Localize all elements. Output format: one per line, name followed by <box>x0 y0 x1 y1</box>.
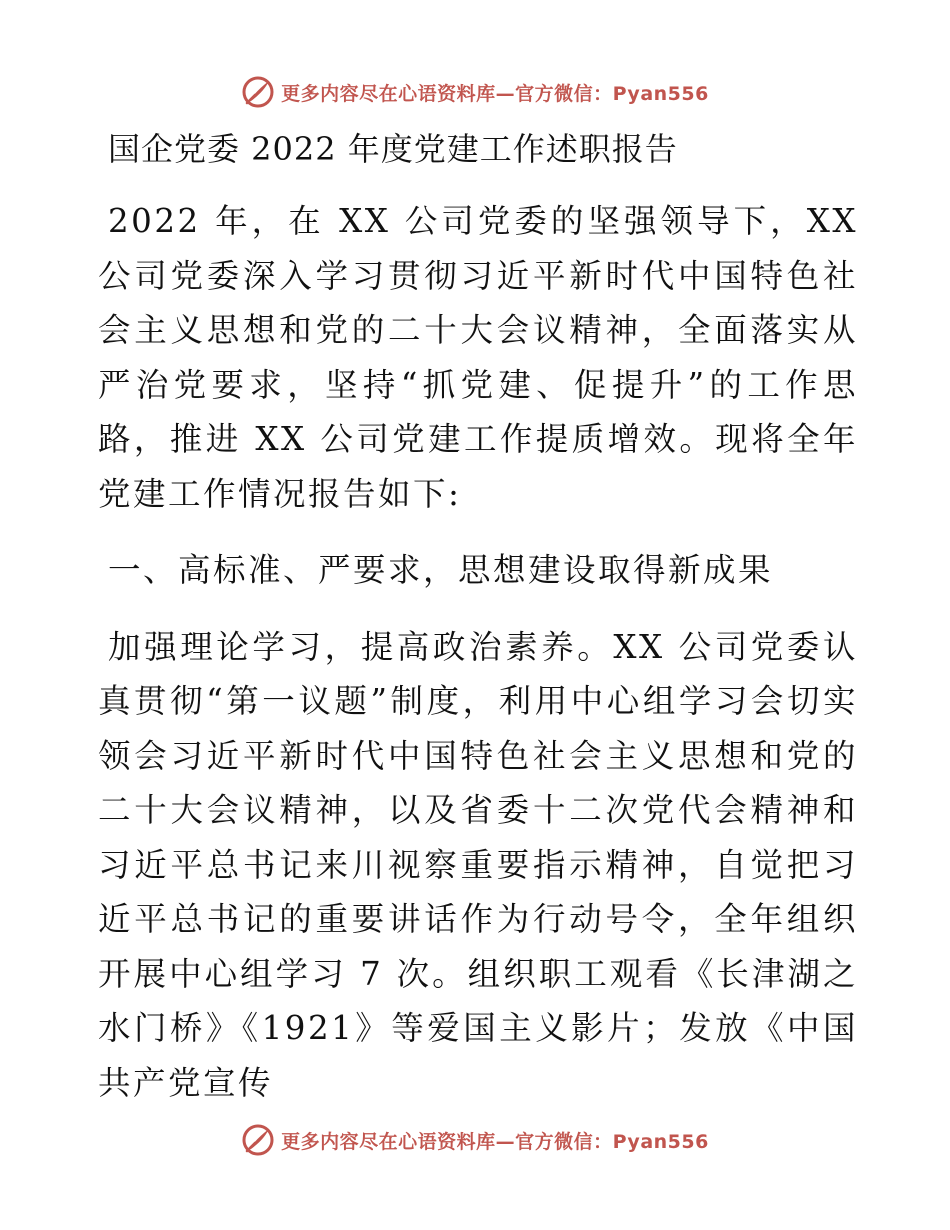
section-heading-1: 一、高标准、严要求，思想建设取得新成果 <box>108 551 774 589</box>
watermark-footer <box>0 1120 950 1160</box>
feather-quill-icon <box>241 1123 275 1157</box>
watermark-header <box>0 72 950 112</box>
section-1-paragraph: 加强理论学习，提高政治素养。XX 公司党委认真贯彻“第一议题”制度，利用中心组学习会切实领会习近平新时代中国特色社会主义思想和党的二十大会议精神，以及省委十二次党代会精神和习近平总书记来川视察重要指示精神，自觉把习近平总书记的重要讲话作为行动号令，全年组织开展中心组学习 7 次。组织职工观看《长津湖之水门桥》《1921》等爱国主义影片；发放《中国共产党宣传 <box>98 627 858 1102</box>
watermark-text: 更多内容尽在心语资料库—官方微信：Pyan556 <box>281 1130 709 1153</box>
document-body <box>98 126 858 1110</box>
watermark-text: 更多内容尽在心语资料库—官方微信：Pyan556 <box>281 82 709 105</box>
feather-quill-icon <box>241 75 275 109</box>
intro-paragraph: 2022 年，在 XX 公司党委的坚强领导下，XX 公司党委深入学习贯彻习近平新时代中国特色社会主义思想和党的二十大会议精神，全面落实从严治党要求，坚持“抓党建、促提升”的工作思路，推进 XX 公司党建工作提质增效。现将全年党建工作情况报告如下: <box>98 202 858 513</box>
document-title: 国企党委 2022 年度党建工作述职报告 <box>108 130 678 168</box>
